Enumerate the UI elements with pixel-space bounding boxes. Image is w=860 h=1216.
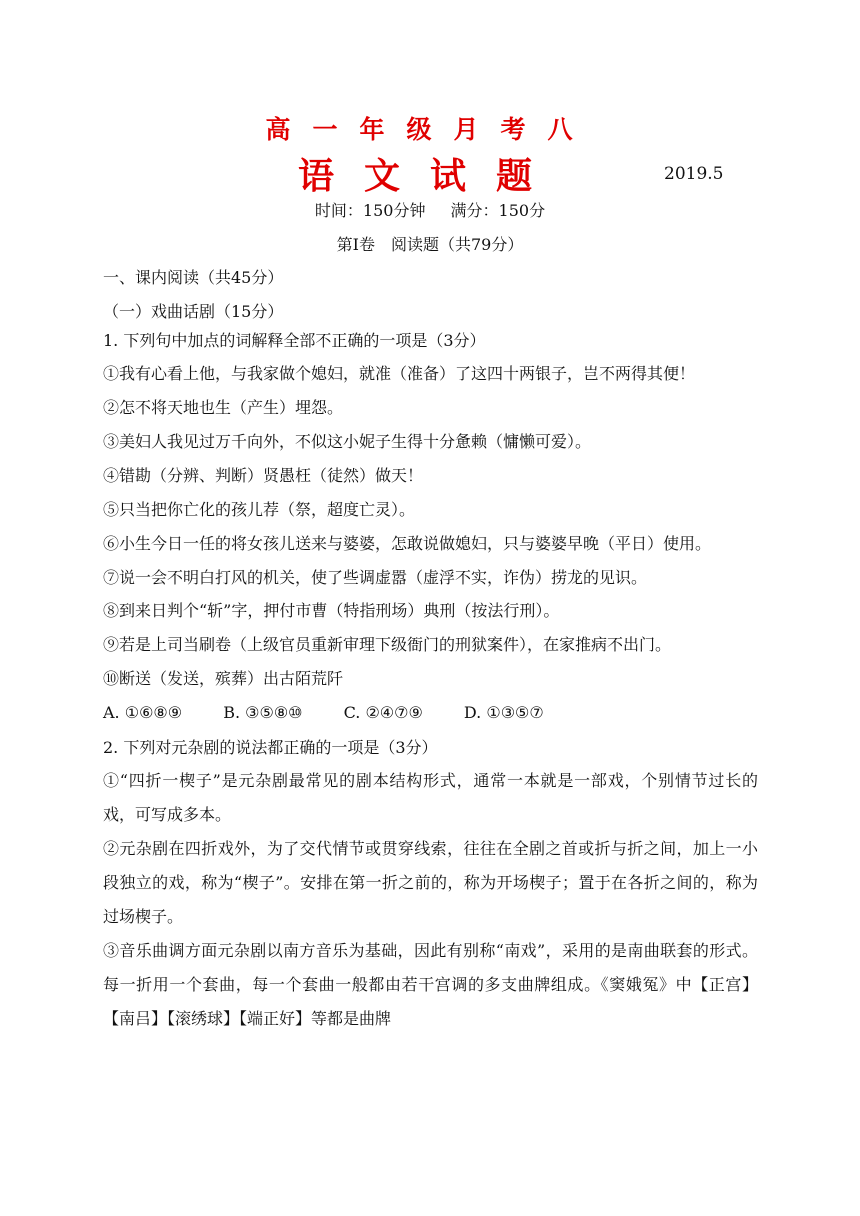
q1-item: ⑩断送（发送，殡葬）出古陌荒阡 (103, 669, 344, 688)
q2-paragraph-2: ②元杂剧在四折戏外，为了交代情节或贯穿线索，往往在全剧之首或折与折之间，加上一小段独立的戏，称为“楔子”。安排在第一折之前的，称为开场楔子；置于在各折之间的，称为过场楔子。 (103, 839, 758, 926)
exam-time: 时间：150分钟 (314, 201, 426, 220)
q1-item: ⑧到来日判个“斩”字，押付市曹（特指刑场）典刑（按法行刑）。 (103, 601, 560, 620)
exam-info (0, 198, 860, 221)
part-title: 第Ⅰ卷 阅读题（共79分） (336, 235, 524, 254)
q1-options (103, 703, 580, 722)
option-c: C. ②④⑦⑨ (343, 703, 423, 722)
q1-item: ⑥小生今日一任的将女孩儿送来与婆婆，怎敢说做媳妇，只与婆婆早晚（平日）使用。 (103, 534, 712, 553)
q1-item: ④错勘（分辨、判断）贤愚枉（徒然）做天！ (103, 466, 424, 485)
question-2-stem: 2. 下列对元杂剧的说法都正确的一项是（3分） (103, 738, 438, 757)
grade-title: 高一年级月考八 (265, 115, 595, 144)
q1-item: ①我有心看上他，与我家做个媳妇，就准（准备）了这四十两银子，岂不两得其便！ (103, 364, 696, 383)
exam-score: 满分：150分 (450, 201, 546, 220)
section-subtitle: （一）戏曲话剧（15分） (103, 302, 284, 321)
q2-paragraph-1: ①“四折一楔子”是元杂剧最常见的剧本结构形式，通常一本就是一部戏，个别情节过长的戏，可写成多本。 (103, 771, 758, 824)
exam-date: 2019.5 (664, 164, 724, 184)
q1-item: ⑤只当把你亡化的孩儿荐（祭，超度亡灵）。 (103, 500, 416, 519)
q2-paragraph-3: ③音乐曲调方面元杂剧以南方音乐为基础，因此有别称“南戏”，采用的是南曲联套的形式。每一折用一个套曲，每一个套曲一般都由若干宫调的多支曲牌组成。《窦娥冤》中【正宫】【南吕】【滚绣球】【端正好】等都是曲牌 (103, 941, 758, 1028)
option-d: D. ①③⑤⑦ (463, 703, 544, 722)
option-a: A. ①⑥⑧⑨ (103, 703, 183, 722)
option-b: B. ③⑤⑧⑩ (223, 703, 303, 722)
q1-item: ⑦说一会不明白打风的机关，使了些调虚嚣（虚浮不实，诈伪）捞龙的见识。 (103, 568, 648, 587)
question-1-stem: 1. 下列句中加点的词解释全部不正确的一项是（3分） (103, 331, 486, 350)
q1-item: ⑨若是上司当刷卷（上级官员重新审理下级衙门的刑狱案件），在家推病不出门。 (103, 635, 672, 654)
subject-title: 语文试题 (297, 156, 562, 197)
section-title: 一、课内阅读（共45分） (103, 268, 284, 287)
q1-item: ②怎不将天地也生（产生）埋怨。 (103, 398, 344, 417)
q1-item: ③美妇人我见过万千向外，不似这小妮子生得十分惫赖（慵懒可爱）。 (103, 432, 592, 451)
